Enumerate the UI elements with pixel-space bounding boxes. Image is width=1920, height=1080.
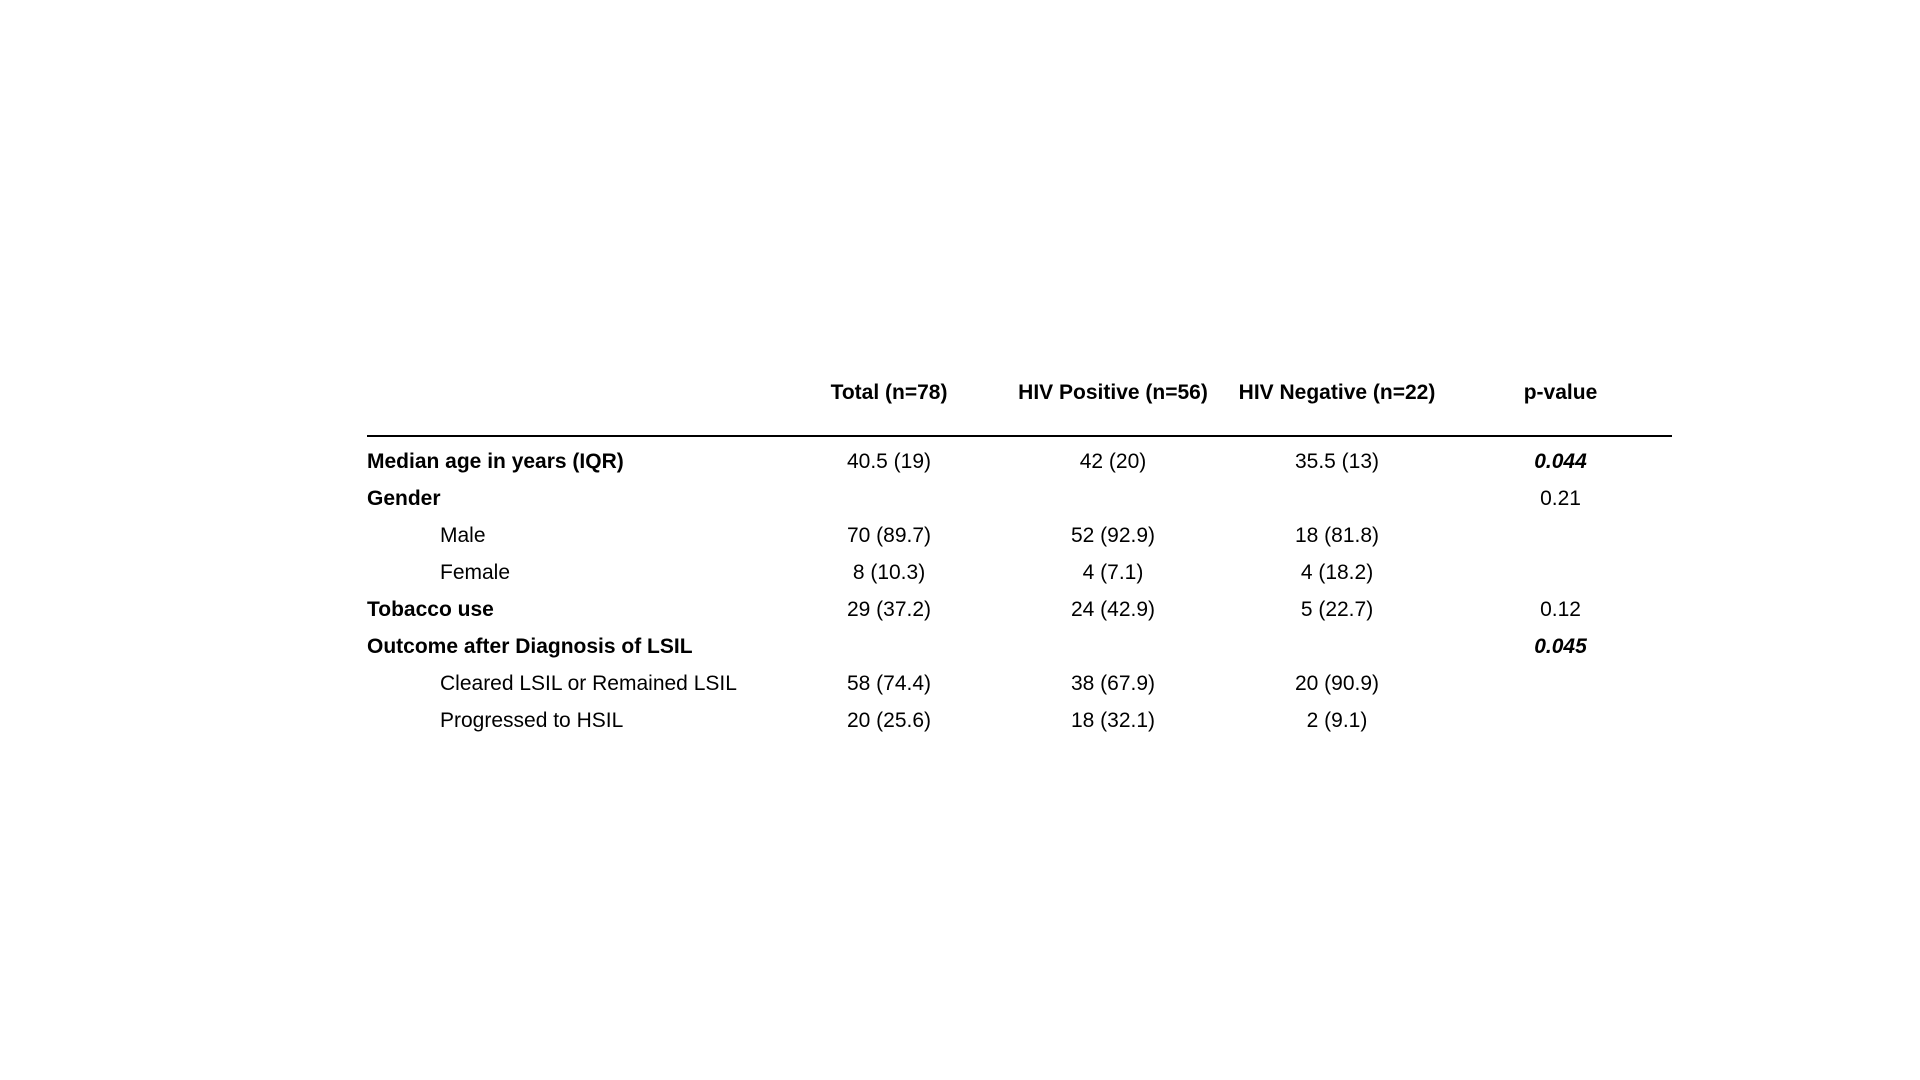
cell-hiv-positive: 52 (92.9) bbox=[1070, 523, 1156, 547]
row-label: Median age in years (IQR) bbox=[367, 449, 624, 473]
cell-hiv-negative: 18 (81.8) bbox=[1294, 523, 1380, 547]
row-label: Cleared LSIL or Remained LSIL bbox=[440, 671, 737, 695]
cell-hiv-negative: 35.5 (13) bbox=[1294, 449, 1380, 473]
row-label: Female bbox=[440, 560, 511, 584]
header-label bbox=[367, 366, 777, 436]
table-row-tobacco-use bbox=[367, 591, 1672, 628]
cell-hiv-negative bbox=[1225, 480, 1449, 517]
table-row-cleared-lsil bbox=[367, 665, 1672, 702]
cell-hiv-positive: 24 (42.9) bbox=[1070, 597, 1156, 621]
row-label: Male bbox=[440, 523, 486, 547]
cell-total: 29 (37.2) bbox=[846, 597, 932, 621]
cell-hiv-positive: 42 (20) bbox=[1079, 449, 1147, 473]
row-label: Gender bbox=[367, 486, 441, 510]
header-total: Total (n=78) bbox=[777, 366, 1001, 436]
table-header-row bbox=[367, 366, 1672, 436]
cell-total: 58 (74.4) bbox=[846, 671, 932, 695]
row-label: Progressed to HSIL bbox=[440, 708, 624, 732]
table-row-median-age bbox=[367, 436, 1672, 480]
table-row-gender bbox=[367, 480, 1672, 517]
cell-total: 40.5 (19) bbox=[846, 449, 932, 473]
table-row-male bbox=[367, 517, 1672, 554]
cell-hiv-positive: 18 (32.1) bbox=[1070, 708, 1156, 732]
header-hiv-negative: HIV Negative (n=22) bbox=[1225, 366, 1449, 436]
cell-hiv-negative bbox=[1225, 628, 1449, 665]
cell-hiv-positive bbox=[1001, 480, 1225, 517]
cell-hiv-positive: 38 (67.9) bbox=[1070, 671, 1156, 695]
characteristics-table-container bbox=[367, 366, 1672, 739]
cell-p-value: 0.21 bbox=[1540, 486, 1581, 510]
cell-p-value bbox=[1449, 554, 1672, 591]
row-label: Tobacco use bbox=[367, 597, 494, 621]
header-hiv-positive: HIV Positive (n=56) bbox=[1001, 366, 1225, 436]
cell-total bbox=[777, 628, 1001, 665]
cell-hiv-positive bbox=[1001, 628, 1225, 665]
cell-p-value bbox=[1449, 517, 1672, 554]
row-label: Outcome after Diagnosis of LSIL bbox=[367, 634, 693, 658]
cell-total: 8 (10.3) bbox=[852, 560, 926, 584]
cell-p-value: 0.044 bbox=[1534, 449, 1587, 473]
cell-p-value: 0.12 bbox=[1540, 597, 1581, 621]
cell-total: 20 (25.6) bbox=[846, 708, 932, 732]
cell-hiv-negative: 20 (90.9) bbox=[1294, 671, 1380, 695]
cell-total bbox=[777, 480, 1001, 517]
table-row-female bbox=[367, 554, 1672, 591]
cell-hiv-negative: 4 (18.2) bbox=[1300, 560, 1374, 584]
table-row-outcome bbox=[367, 628, 1672, 665]
characteristics-table bbox=[367, 366, 1672, 739]
cell-p-value bbox=[1449, 665, 1672, 702]
cell-p-value bbox=[1449, 702, 1672, 739]
cell-hiv-negative: 5 (22.7) bbox=[1300, 597, 1374, 621]
cell-hiv-positive: 4 (7.1) bbox=[1082, 560, 1144, 584]
cell-p-value: 0.045 bbox=[1534, 634, 1587, 658]
table-row-progressed-hsil bbox=[367, 702, 1672, 739]
cell-hiv-negative: 2 (9.1) bbox=[1306, 708, 1368, 732]
cell-total: 70 (89.7) bbox=[846, 523, 932, 547]
header-p-value: p-value bbox=[1449, 366, 1672, 436]
